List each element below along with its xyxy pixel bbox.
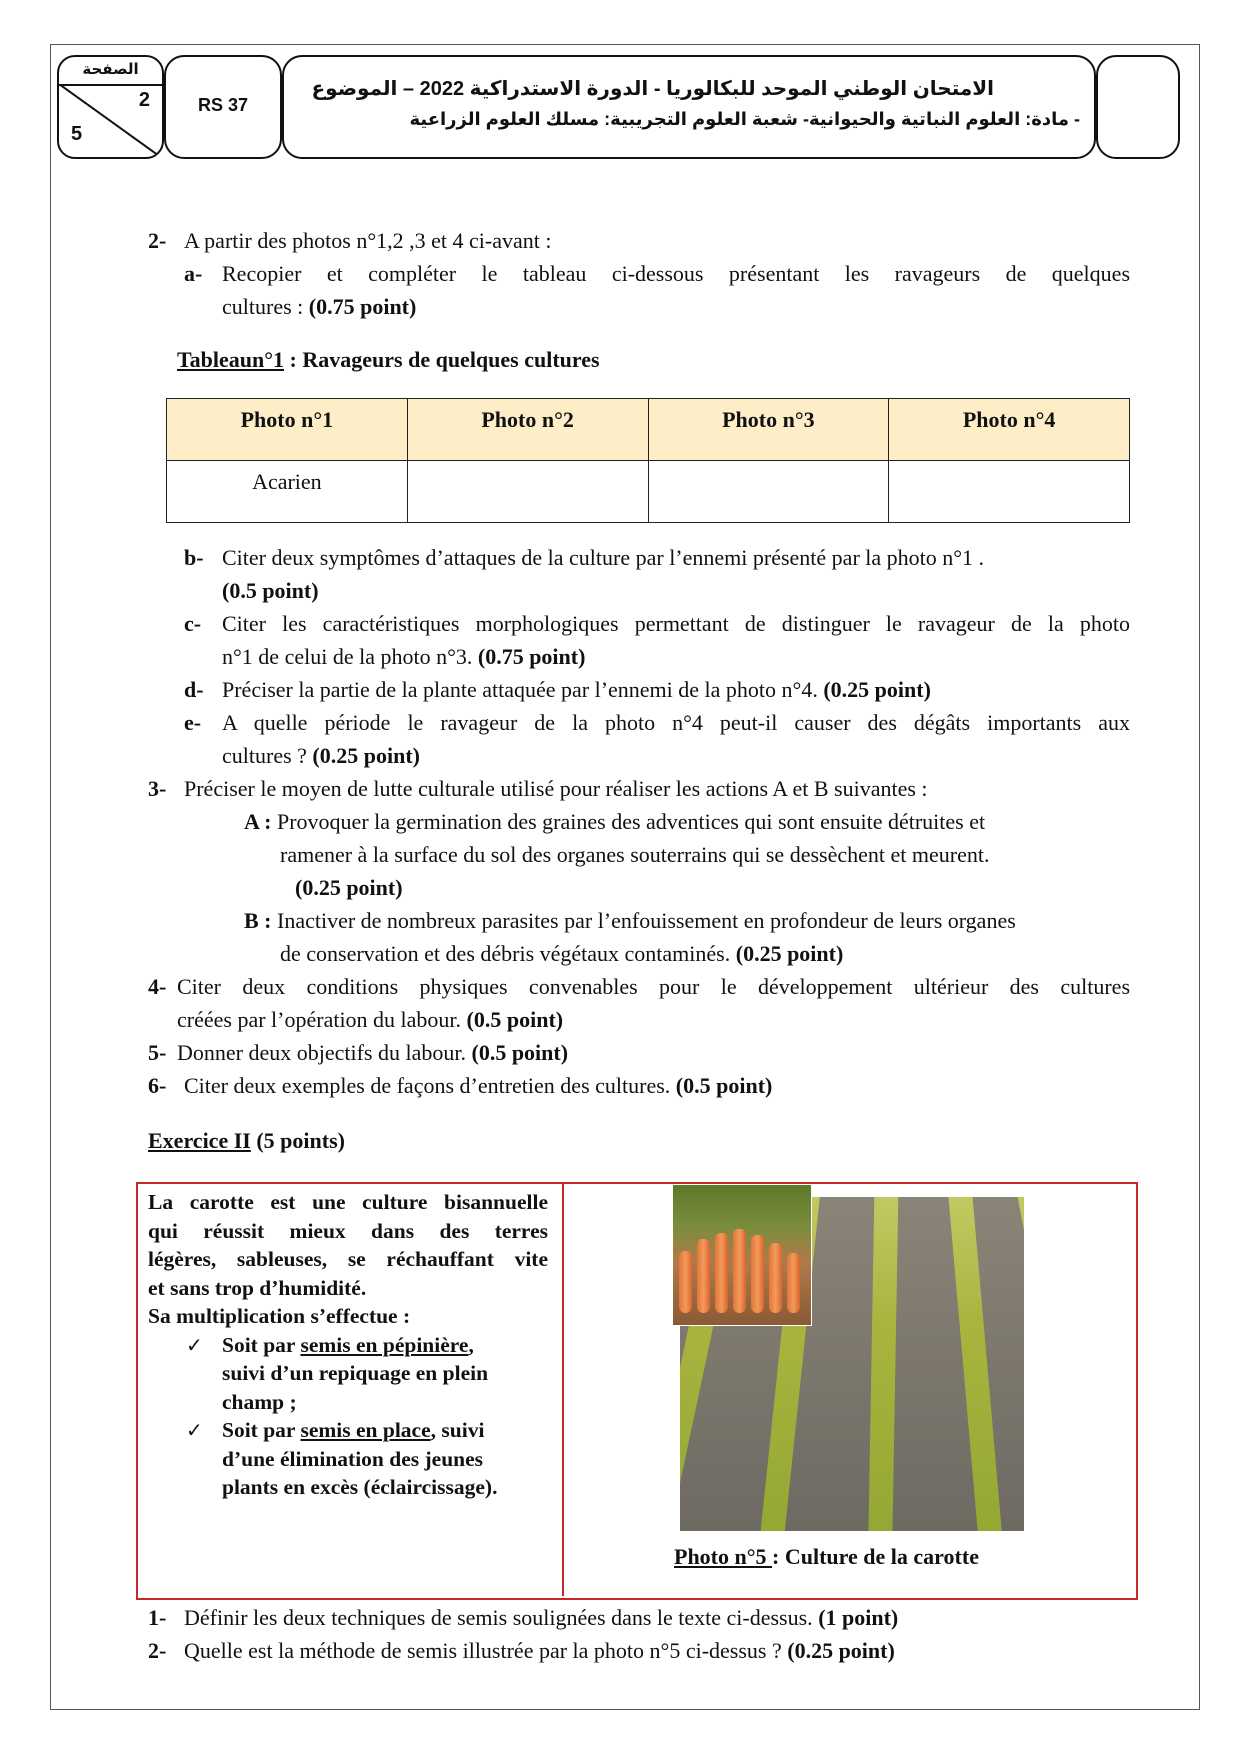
q3a-line1 <box>244 805 1130 838</box>
q2a-line1: Recopier et compléter le tableau ci-dessous présentant les ravageurs de quelques <box>222 261 1130 286</box>
carrot <box>751 1235 764 1313</box>
q5-number: 5- <box>148 1040 167 1065</box>
q2e-label: e- <box>184 710 202 735</box>
check-item-2 <box>148 1416 548 1502</box>
ex2-q1-points: (1 point) <box>818 1605 899 1630</box>
check2-term: semis en place <box>300 1418 431 1442</box>
q4-points: (0.5 point) <box>466 1007 564 1032</box>
q2d-text: Préciser la partie de la plante attaquée par l’ennemi de la photo n°4. <box>222 677 824 702</box>
table-title <box>177 343 600 376</box>
ex2-q2-points: (0.25 point) <box>787 1638 895 1663</box>
table-header-cell: Photo n°2 <box>407 399 648 461</box>
check1-line1 <box>222 1331 548 1360</box>
ex2-q2-number: 2- <box>148 1638 167 1663</box>
ex2-q1-text: Définir les deux techniques de semis soulignées dans le texte ci-dessus. <box>184 1605 819 1630</box>
table-title-text: : Ravageurs de quelques cultures <box>284 347 600 372</box>
check-item-1 <box>148 1331 548 1417</box>
pests-table <box>166 398 1130 523</box>
q6-line <box>184 1069 772 1102</box>
table-header-cell: Photo n°1 <box>167 399 408 461</box>
q2c-points: (0.75 point) <box>477 644 586 669</box>
exam-code: RS 37 <box>197 95 249 115</box>
check2-line2: d’une élimination des jeunes <box>222 1446 484 1471</box>
exercise2-title <box>148 1124 345 1157</box>
photo5-caption-label: Photo n°5 <box>674 1544 773 1569</box>
exam-code-box <box>164 55 282 159</box>
text-line: Sa multiplication s’effectue : <box>148 1304 411 1328</box>
check1-term: semis en pépinière <box>300 1332 469 1357</box>
check-icon: ✓ <box>186 1332 203 1357</box>
q2b-line1: Citer deux symptômes d’attaques de la culture par l’ennemi présenté par la photo n°1 . <box>222 545 985 570</box>
carrot <box>733 1229 746 1313</box>
check2-prefix: Soit par <box>222 1418 301 1442</box>
exam-title-box <box>282 55 1096 159</box>
crop-row <box>1010 1197 1024 1531</box>
carrot <box>715 1233 728 1313</box>
q2d-line <box>222 673 931 706</box>
q2e-line1: A quelle période le ravageur de la photo n°4 peut-il causer des dégâts importants aux <box>222 710 1130 735</box>
table-row <box>167 461 1130 523</box>
q3a-line2: ramener à la surface du sol des organes souterrains qui se dessèchent et meurent. <box>280 842 990 867</box>
q2c-line2 <box>222 640 585 673</box>
carrot <box>697 1239 710 1313</box>
q4-line1: Citer deux conditions physiques convenables pour le développement ultérieur des cultures <box>177 974 1130 999</box>
q2e-line2-text: cultures ? <box>222 743 313 768</box>
check1-line2: suivi d’un repiquage en plein <box>222 1361 489 1385</box>
q2a-line2 <box>222 290 416 323</box>
check1-prefix: Soit par <box>222 1332 301 1357</box>
photo5-caption <box>674 1540 979 1573</box>
table-cell: Acarien <box>167 461 408 523</box>
table-header-cell: Photo n°4 <box>889 399 1130 461</box>
q6-text: Citer deux exemples de façons d’entretien des cultures. <box>184 1073 676 1098</box>
table-cell <box>407 461 648 523</box>
page-number: 2 <box>138 89 150 111</box>
carrot <box>679 1251 692 1313</box>
q4-number: 4- <box>148 974 167 999</box>
ex2-q2-text: Quelle est la méthode de semis illustrée par la photo n°5 ci-dessus ? <box>184 1638 788 1663</box>
table-header-row <box>167 399 1130 461</box>
ex2-q1-number: 1- <box>148 1605 167 1630</box>
crop-row <box>945 1197 1006 1531</box>
check2-line3: plants en excès (éclaircissage). <box>222 1475 498 1499</box>
exercise2-text <box>148 1188 548 1502</box>
q2a-label: a- <box>184 261 203 286</box>
q6-points: (0.5 point) <box>675 1073 773 1098</box>
q3a-text1: Provoquer la germination des graines des adventices qui sont ensuite détruites et <box>271 809 986 834</box>
q2a-line2-text: cultures : <box>222 294 309 319</box>
q2b-label: b- <box>184 545 204 570</box>
text-line: et sans trop d’humidité. <box>148 1275 367 1300</box>
check1-line3: champ ; <box>222 1389 297 1414</box>
q2e-line2 <box>222 739 420 772</box>
q2d-label: d- <box>184 677 204 702</box>
q3b-line2-text: de conservation et des débris végétaux contaminés. <box>280 941 736 966</box>
table-cell <box>889 461 1130 523</box>
q4-line2-text: créées par l’opération du labour. <box>177 1007 467 1032</box>
ex2-q2-line <box>184 1634 895 1667</box>
q5-text: Donner deux objectifs du labour. <box>177 1040 472 1065</box>
q2d-points: (0.25 point) <box>823 677 931 702</box>
check1-rest: , <box>468 1332 474 1357</box>
q3b-line1 <box>244 904 1130 937</box>
text-line: qui réussit mieux dans des terres <box>148 1218 548 1243</box>
photo5-caption-text: : Culture de la carotte <box>772 1544 979 1569</box>
table-cell <box>648 461 889 523</box>
page-number-box <box>57 55 164 159</box>
check2-line1 <box>222 1416 548 1445</box>
crop-row <box>868 1197 899 1531</box>
exercise2-title-text: Exercice II <box>148 1128 251 1153</box>
q3-number: 3- <box>148 776 167 801</box>
q5-points: (0.5 point) <box>471 1040 569 1065</box>
exam-title-line1: الامتحان الوطني الموحد للبكالوريا - الدورة الاستدراكية 2022 – الموضوع <box>311 78 994 100</box>
exercise2-points: (5 points) <box>250 1128 345 1153</box>
blank-header-box <box>1096 55 1180 159</box>
text-line: légères, sableuses, se réchauffant vite <box>148 1247 548 1271</box>
q2b-points: (0.5 point) <box>222 578 319 603</box>
q3b-line2 <box>280 937 843 970</box>
q4-line2 <box>177 1003 563 1036</box>
q3b-points: (0.25 point) <box>735 941 844 966</box>
carrot <box>769 1243 782 1313</box>
q3a-label: A : <box>244 809 272 834</box>
page-total: 5 <box>71 123 83 145</box>
check-icon: ✓ <box>186 1418 203 1442</box>
q6-number: 6- <box>148 1073 167 1098</box>
q5-line <box>177 1036 568 1069</box>
page-label: الصفحة <box>82 61 139 78</box>
q3-intro: Préciser le moyen de lutte culturale utilisé pour réaliser les actions A et B suivantes : <box>184 776 928 801</box>
q2c-line1: Citer les caractéristiques morphologiques permettant de distinguer le ravageur de la photo <box>222 611 1130 636</box>
q3a-points: (0.25 point) <box>295 875 403 900</box>
exam-title-line2: - مادة: العلوم النباتية والحيوانية- شعبة العلوم التجريبية: مسلك العلوم الزراعية <box>409 109 1080 129</box>
text-line: La carotte est une culture bisannuelle <box>148 1190 548 1214</box>
q2c-label: c- <box>184 611 202 636</box>
q2-number: 2- <box>148 228 167 253</box>
exercise2-divider <box>562 1182 564 1596</box>
carrot-harvest-inset <box>672 1184 812 1326</box>
q2-intro: A partir des photos n°1,2 ,3 et 4 ci-avant : <box>184 228 552 253</box>
ex2-q1-line <box>184 1601 898 1634</box>
q2c-line2-text: n°1 de celui de la photo n°3. <box>222 644 478 669</box>
table-header-cell: Photo n°3 <box>648 399 889 461</box>
q3b-text1: Inactiver de nombreux parasites par l’enfouissement en profondeur de leurs organes <box>271 908 1016 933</box>
carrot <box>787 1253 800 1313</box>
q2e-points: (0.25 point) <box>312 743 420 768</box>
q2a-points: (0.75 point) <box>308 294 417 319</box>
q3b-label: B : <box>244 908 272 933</box>
check2-rest: , suivi <box>430 1418 485 1442</box>
table-title-number: Tableaun°1 <box>177 347 285 372</box>
